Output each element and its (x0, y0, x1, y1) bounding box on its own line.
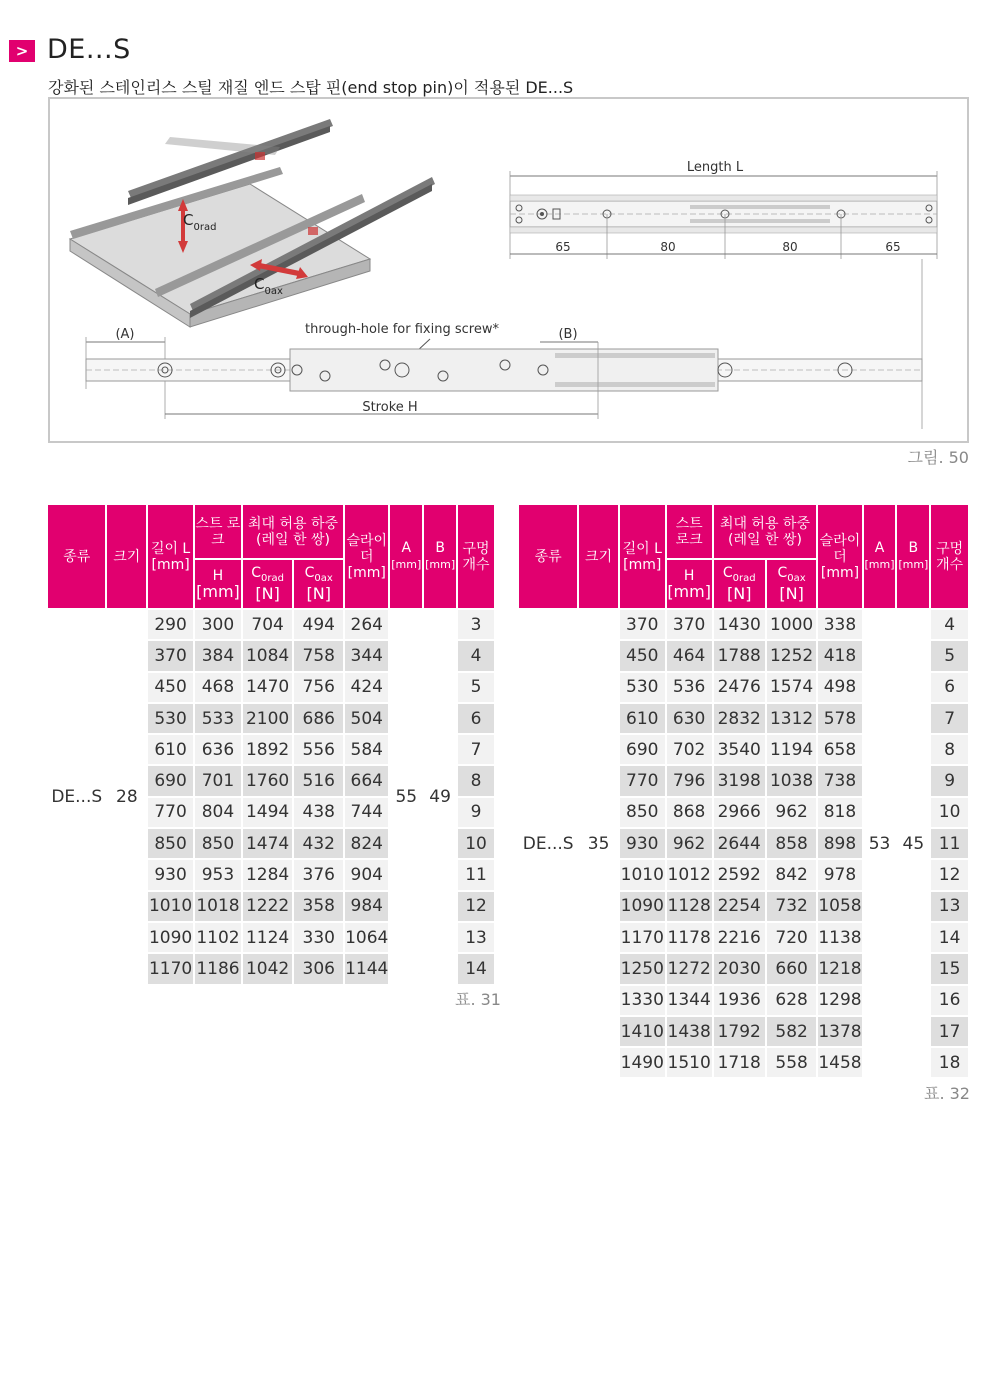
cell-c0rad: 1892 (242, 734, 294, 765)
spec-table-size-35 (517, 503, 970, 1079)
cell-slider: 818 (817, 797, 862, 828)
cell-holes: 5 (930, 640, 969, 671)
cell-stroke: 1128 (666, 891, 713, 922)
cell-stroke: 1272 (666, 953, 713, 984)
cell-c0ax: 732 (766, 891, 817, 922)
cell-a: 55 (389, 609, 423, 985)
through-hole-label: through-hole for fixing screw* (305, 322, 499, 337)
cell-holes: 9 (457, 797, 495, 828)
cell-slider: 424 (344, 672, 389, 703)
cell-c0rad: 1284 (242, 859, 294, 890)
col-c0ax: $C_{0ax}$ [N] (293, 559, 344, 609)
cell-slider: 1058 (817, 891, 862, 922)
cell-c0rad: 1792 (713, 1016, 766, 1047)
cell-stroke: 630 (666, 703, 713, 734)
cell-length: 1170 (147, 953, 194, 984)
cell-stroke: 300 (194, 609, 242, 640)
cell-c0ax: 358 (293, 891, 344, 922)
cell-stroke: 868 (666, 797, 713, 828)
cell-stroke: 850 (194, 828, 242, 859)
cell-length: 690 (619, 734, 666, 765)
cell-holes: 4 (930, 609, 969, 640)
cell-c0ax: 842 (766, 859, 817, 890)
cell-holes: 13 (457, 922, 495, 953)
cell-c0ax: 758 (293, 640, 344, 671)
cell-c0rad: 2592 (713, 859, 766, 890)
cell-type: DE...S (518, 609, 578, 1078)
cell-c0rad: 2832 (713, 703, 766, 734)
cell-length: 1170 (619, 922, 666, 953)
isometric-view (70, 119, 435, 327)
cell-c0ax: 376 (293, 859, 344, 890)
cell-c0rad: 3198 (713, 765, 766, 796)
cell-length: 770 (147, 797, 194, 828)
cell-c0ax: 628 (766, 985, 817, 1016)
cell-length: 610 (147, 734, 194, 765)
cell-c0ax: 306 (293, 953, 344, 984)
cell-c0ax: 1038 (766, 765, 817, 796)
cell-holes: 11 (930, 828, 969, 859)
cell-stroke: 701 (194, 765, 242, 796)
figure-caption: 그림. 50 (907, 448, 969, 467)
cell-stroke: 1186 (194, 953, 242, 984)
col-b: B [mm] (896, 504, 930, 609)
cell-slider: 1138 (817, 922, 862, 953)
cell-stroke: 636 (194, 734, 242, 765)
cell-length: 850 (619, 797, 666, 828)
col-type: 종류 (518, 504, 578, 609)
cell-holes: 12 (457, 891, 495, 922)
cell-length: 930 (147, 859, 194, 890)
col-load: 최대 허용 하중 (레일 한 쌍) (713, 504, 818, 559)
col-stroke-h: H [mm] (194, 559, 242, 609)
cell-length: 450 (147, 672, 194, 703)
cell-c0ax: 1194 (766, 734, 817, 765)
cell-b: 49 (423, 609, 457, 985)
cell-slider: 978 (817, 859, 862, 890)
cell-size: 35 (578, 609, 619, 1078)
cell-c0rad: 1760 (242, 765, 294, 796)
cell-length: 450 (619, 640, 666, 671)
cell-slider: 984 (344, 891, 389, 922)
cell-stroke: 1438 (666, 1016, 713, 1047)
cell-slider: 1378 (817, 1016, 862, 1047)
table-32-caption: 표. 32 (924, 1084, 970, 1103)
rail-drawing (50, 99, 967, 441)
cell-stroke: 702 (666, 734, 713, 765)
cell-b: 45 (896, 609, 930, 1078)
cell-c0rad: 2644 (713, 828, 766, 859)
cell-c0rad: 2100 (242, 703, 294, 734)
cell-slider: 418 (817, 640, 862, 671)
cell-slider: 738 (817, 765, 862, 796)
cell-c0rad: 1788 (713, 640, 766, 671)
cell-c0ax: 516 (293, 765, 344, 796)
col-stroke: 스트 로크 (666, 504, 713, 559)
cell-c0ax: 432 (293, 828, 344, 859)
stroke-label: Stroke H (362, 400, 418, 415)
cell-stroke: 962 (666, 828, 713, 859)
col-length: 길이 L [mm] (147, 504, 194, 609)
cell-holes: 13 (930, 891, 969, 922)
label-b: (B) (558, 327, 578, 342)
cell-a: 53 (863, 609, 897, 1078)
cell-c0rad: 2476 (713, 672, 766, 703)
cell-stroke: 796 (666, 765, 713, 796)
col-type: 종류 (47, 504, 106, 609)
cell-c0ax: 962 (766, 797, 817, 828)
cell-slider: 264 (344, 609, 389, 640)
col-length: 길이 L [mm] (619, 504, 666, 609)
dim-80-left: 80 (660, 240, 676, 254)
cell-holes: 8 (457, 765, 495, 796)
cell-length: 1090 (147, 922, 194, 953)
cell-c0ax: 720 (766, 922, 817, 953)
cell-c0rad: 1494 (242, 797, 294, 828)
col-size: 크기 (106, 504, 147, 609)
page-subtitle: 강화된 스테인리스 스틸 재질 엔드 스탑 핀(end stop pin)이 적용된 DE...S (48, 78, 574, 97)
cell-c0rad: 1084 (242, 640, 294, 671)
stroke-view (86, 322, 922, 419)
col-a: A [mm] (389, 504, 423, 609)
cell-c0ax: 1312 (766, 703, 817, 734)
col-load: 최대 허용 하중 (레일 한 쌍) (242, 504, 344, 559)
cell-slider: 898 (817, 828, 862, 859)
cell-stroke: 953 (194, 859, 242, 890)
cell-holes: 14 (930, 922, 969, 953)
cell-slider: 1298 (817, 985, 862, 1016)
cell-stroke: 1102 (194, 922, 242, 953)
cell-c0ax: 858 (766, 828, 817, 859)
cell-holes: 5 (457, 672, 495, 703)
table-31-caption: 표. 31 (455, 990, 501, 1009)
cell-holes: 9 (930, 765, 969, 796)
cell-c0rad: 1474 (242, 828, 294, 859)
cell-length: 530 (619, 672, 666, 703)
col-c0rad: $C_{0rad}$ [N] (713, 559, 766, 609)
cell-stroke: 1012 (666, 859, 713, 890)
cell-c0rad: 1124 (242, 922, 294, 953)
cell-slider: 744 (344, 797, 389, 828)
cell-holes: 11 (457, 859, 495, 890)
col-c0rad: $C_{0rad}$ [N] (242, 559, 294, 609)
cell-stroke: 1178 (666, 922, 713, 953)
cell-length: 370 (619, 609, 666, 640)
col-stroke: 스트 로크 (194, 504, 242, 559)
cell-length: 1250 (619, 953, 666, 984)
cell-length: 770 (619, 765, 666, 796)
cell-c0rad: 1718 (713, 1047, 766, 1078)
col-size: 크기 (578, 504, 619, 609)
length-label: Length L (686, 160, 744, 175)
cell-slider: 1064 (344, 922, 389, 953)
cell-c0ax: 330 (293, 922, 344, 953)
cell-c0ax: 660 (766, 953, 817, 984)
dim-80-right: 80 (782, 240, 798, 254)
cell-stroke: 536 (666, 672, 713, 703)
section-marker: > (9, 40, 35, 62)
cell-c0ax: 1574 (766, 672, 817, 703)
col-b: B [mm] (423, 504, 457, 609)
col-slider: 슬라이 더 [mm] (344, 504, 389, 609)
cell-length: 1410 (619, 1016, 666, 1047)
cell-c0rad: 1470 (242, 672, 294, 703)
cell-holes: 16 (930, 985, 969, 1016)
cell-type: DE...S (47, 609, 106, 985)
cell-stroke: 464 (666, 640, 713, 671)
cell-c0ax: 756 (293, 672, 344, 703)
cell-slider: 578 (817, 703, 862, 734)
cell-c0rad: 2254 (713, 891, 766, 922)
cell-holes: 7 (457, 734, 495, 765)
cell-slider: 824 (344, 828, 389, 859)
cell-stroke: 1018 (194, 891, 242, 922)
cell-holes: 3 (457, 609, 495, 640)
cell-stroke: 1510 (666, 1047, 713, 1078)
col-slider: 슬라이 더 [mm] (817, 504, 862, 609)
cell-slider: 338 (817, 609, 862, 640)
cell-c0rad: 1430 (713, 609, 766, 640)
cell-c0rad: 1936 (713, 985, 766, 1016)
cell-slider: 1458 (817, 1047, 862, 1078)
cell-length: 530 (147, 703, 194, 734)
c0ax-label: $C_{0ax}$ (254, 275, 283, 297)
table-row (47, 609, 495, 640)
col-a: A [mm] (863, 504, 897, 609)
cell-length: 610 (619, 703, 666, 734)
cell-stroke: 370 (666, 609, 713, 640)
cell-stroke: 804 (194, 797, 242, 828)
cell-c0ax: 686 (293, 703, 344, 734)
cell-slider: 904 (344, 859, 389, 890)
cell-slider: 1144 (344, 953, 389, 984)
cell-slider: 498 (817, 672, 862, 703)
cell-slider: 1218 (817, 953, 862, 984)
cell-holes: 17 (930, 1016, 969, 1047)
cell-holes: 14 (457, 953, 495, 984)
cell-size: 28 (106, 609, 147, 985)
cell-holes: 8 (930, 734, 969, 765)
cell-stroke: 384 (194, 640, 242, 671)
cell-length: 690 (147, 765, 194, 796)
cell-c0rad: 704 (242, 609, 294, 640)
dim-65-right: 65 (885, 240, 901, 254)
cell-holes: 18 (930, 1047, 969, 1078)
c0rad-label: $C_{0rad}$ (183, 211, 217, 233)
cell-c0rad: 2966 (713, 797, 766, 828)
cell-holes: 4 (457, 640, 495, 671)
cell-c0ax: 558 (766, 1047, 817, 1078)
cell-c0rad: 1222 (242, 891, 294, 922)
cell-c0ax: 1252 (766, 640, 817, 671)
cell-length: 850 (147, 828, 194, 859)
cell-holes: 15 (930, 953, 969, 984)
cell-c0ax: 494 (293, 609, 344, 640)
cell-holes: 10 (457, 828, 495, 859)
label-a: (A) (115, 327, 135, 342)
table-row (518, 609, 969, 640)
cell-holes: 10 (930, 797, 969, 828)
cell-c0rad: 1042 (242, 953, 294, 984)
technical-figure (48, 97, 969, 443)
cell-slider: 344 (344, 640, 389, 671)
cell-c0rad: 2216 (713, 922, 766, 953)
page-title: DE...S (47, 34, 131, 65)
cell-stroke: 533 (194, 703, 242, 734)
cell-length: 1330 (619, 985, 666, 1016)
cell-holes: 12 (930, 859, 969, 890)
cell-holes: 7 (930, 703, 969, 734)
spec-table-size-28 (46, 503, 496, 986)
cell-length: 930 (619, 828, 666, 859)
cell-slider: 504 (344, 703, 389, 734)
cell-holes: 6 (930, 672, 969, 703)
cell-holes: 6 (457, 703, 495, 734)
cell-length: 370 (147, 640, 194, 671)
cell-c0rad: 2030 (713, 953, 766, 984)
cell-length: 1010 (619, 859, 666, 890)
cell-c0ax: 1000 (766, 609, 817, 640)
col-holes: 구멍 개수 (930, 504, 969, 609)
cell-c0ax: 556 (293, 734, 344, 765)
cell-c0rad: 3540 (713, 734, 766, 765)
cell-c0ax: 582 (766, 1016, 817, 1047)
cell-length: 1490 (619, 1047, 666, 1078)
cell-stroke: 468 (194, 672, 242, 703)
col-c0ax: $C_{0ax}$ [N] (766, 559, 817, 609)
cell-c0ax: 438 (293, 797, 344, 828)
cell-slider: 658 (817, 734, 862, 765)
col-holes: 구멍 개수 (457, 504, 495, 609)
cell-slider: 664 (344, 765, 389, 796)
dim-65-left: 65 (555, 240, 571, 254)
cell-stroke: 1344 (666, 985, 713, 1016)
col-stroke-h: H [mm] (666, 559, 713, 609)
cell-slider: 584 (344, 734, 389, 765)
cell-length: 1010 (147, 891, 194, 922)
cell-length: 1090 (619, 891, 666, 922)
cell-length: 290 (147, 609, 194, 640)
